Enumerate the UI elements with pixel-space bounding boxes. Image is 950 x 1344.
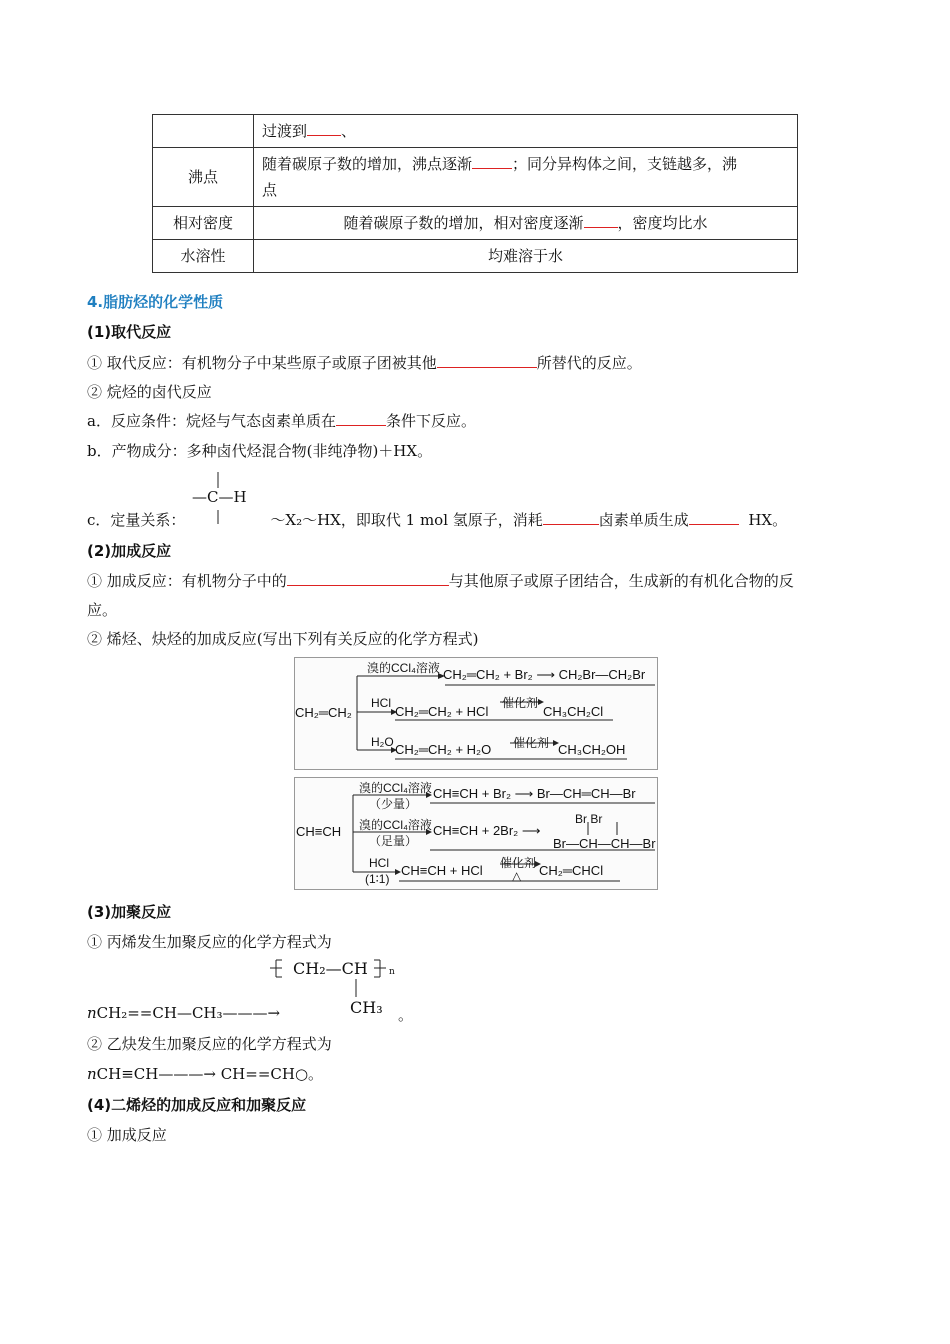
reaction-equation: CH≡CH + HCl bbox=[401, 863, 483, 878]
row-label-boiling-point: 沸点 bbox=[153, 148, 254, 207]
equation-line: nCH≡CH———→ CH==CH○。 bbox=[87, 1065, 324, 1083]
reaction-condition: HCl bbox=[371, 696, 391, 710]
acetylene-addition-diagram bbox=[294, 777, 658, 890]
reaction-condition: 溴的CCl₄溶液 bbox=[367, 661, 440, 675]
fill-blank[interactable] bbox=[472, 154, 512, 169]
paragraph: ① 加成反应 bbox=[87, 1126, 167, 1144]
reactant-acetylene: CH≡CH bbox=[296, 824, 342, 839]
fill-blank[interactable] bbox=[307, 121, 341, 136]
reaction-equation: CH₂═CH₂ + HCl bbox=[395, 704, 489, 719]
reagent-amount: （少量） bbox=[369, 797, 418, 811]
row-label-solubility: 水溶性 bbox=[153, 240, 254, 273]
reaction-equation: CH₂═CH₂ + Br₂ ⟶ CH₂Br—CH₂Br bbox=[443, 667, 646, 682]
paragraph: ② 乙炔发生加聚反应的化学方程式为 bbox=[87, 1035, 332, 1053]
alkane-properties-table bbox=[152, 114, 798, 273]
fill-blank[interactable] bbox=[689, 510, 739, 525]
subsection-heading: (3)加聚反应 bbox=[87, 903, 172, 921]
paragraph: a．反应条件：烷烃与气态卤素单质在 条件下反应。 bbox=[87, 412, 476, 430]
bromine-substituents: Br Br bbox=[575, 812, 603, 826]
reagent-amount: （足量） bbox=[369, 834, 418, 848]
catalyst-label: 催化剂 bbox=[502, 696, 539, 710]
paragraph: b．产物成分：多种卤代烃混合物(非纯净物)＋HX。 bbox=[87, 442, 433, 460]
reaction-equation: CH≡CH + 2Br₂ ⟶ bbox=[433, 823, 541, 838]
degree-of-polymerization: n bbox=[389, 967, 395, 977]
reaction-product: CH₃CH₂Cl bbox=[543, 704, 604, 719]
row-label-density: 相对密度 bbox=[153, 207, 254, 240]
paragraph: ① 丙烯发生加聚反应的化学方程式为 bbox=[87, 933, 332, 951]
subsection-heading: (4)二烯烃的加成反应和加聚反应 bbox=[87, 1096, 307, 1114]
table-row: 过渡到 、 bbox=[153, 115, 798, 148]
polymer-branch: CH₃ bbox=[350, 998, 383, 1017]
reactant-ethylene: CH₂═CH₂ bbox=[295, 705, 352, 720]
methane-fragment-label: —C—H bbox=[192, 488, 247, 506]
table-cell-text: 过渡到 bbox=[262, 122, 308, 140]
catalyst-label: 催化剂 bbox=[513, 736, 550, 750]
subsection-heading: (2)加成反应 bbox=[87, 542, 172, 560]
reaction-equation: CH₂═CH₂ + H₂O bbox=[395, 742, 492, 757]
reaction-condition: HCl bbox=[369, 856, 389, 870]
paragraph: ① 加成反应：有机物分子中的 与其他原子或原子团结合，生成新的有机化合物的反 bbox=[87, 572, 794, 590]
reaction-condition: H₂O bbox=[371, 735, 394, 749]
reaction-product: CH₂═CHCl bbox=[539, 863, 604, 878]
reaction-condition: 溴的CCl₄溶液 bbox=[359, 781, 432, 795]
table-row: 沸点 随着碳原子数的增加，沸点逐渐 ；同分异构体之间，支链越多，沸 点 bbox=[153, 148, 798, 207]
ethylene-addition-diagram bbox=[294, 657, 658, 770]
table-row: 相对密度 随着碳原子数的增加，相对密度逐渐 ，密度均比水 bbox=[153, 207, 798, 240]
fill-blank[interactable] bbox=[543, 510, 599, 525]
reaction-equation: CH≡CH + Br₂ ⟶ Br—CH═CH—Br bbox=[433, 786, 636, 801]
section-title: 4.脂肪烃的化学性质 bbox=[87, 293, 224, 311]
subsection-heading: (1)取代反应 bbox=[87, 323, 172, 341]
catalyst-label: 催化剂 bbox=[500, 856, 537, 870]
fill-blank[interactable] bbox=[584, 213, 618, 228]
paragraph: c．定量关系： ～X₂～HX，即取代 1 mol 氢原子，消耗 卤素单质生成 HX。 bbox=[87, 511, 788, 529]
equation-line: nCH₂==CH—CH₃———→ bbox=[87, 1004, 281, 1022]
polymer-chain: CH₂—CH bbox=[293, 959, 368, 978]
fill-blank[interactable] bbox=[437, 353, 537, 368]
reaction-product: CH₃CH₂OH bbox=[558, 742, 626, 757]
fill-blank[interactable] bbox=[287, 571, 449, 586]
paragraph: ① 取代反应：有机物分子中某些原子或原子团被其他 所替代的反应。 bbox=[87, 354, 642, 372]
reaction-product: Br—CH—CH—Br bbox=[553, 836, 656, 851]
reaction-condition: 溴的CCl₄溶液 bbox=[359, 818, 432, 832]
paragraph: ② 烷烃的卤代反应 bbox=[87, 383, 212, 401]
equation-end: 。 bbox=[398, 1006, 414, 1024]
heat-symbol: △ bbox=[512, 869, 522, 883]
fill-blank[interactable] bbox=[336, 411, 386, 426]
reaction-ratio: (1∶1) bbox=[365, 872, 390, 886]
paragraph: 应。 bbox=[87, 601, 118, 619]
paragraph: ② 烯烃、炔烃的加成反应(写出下列有关反应的化学方程式) bbox=[87, 630, 479, 648]
table-row: 水溶性 均难溶于水 bbox=[153, 240, 798, 273]
